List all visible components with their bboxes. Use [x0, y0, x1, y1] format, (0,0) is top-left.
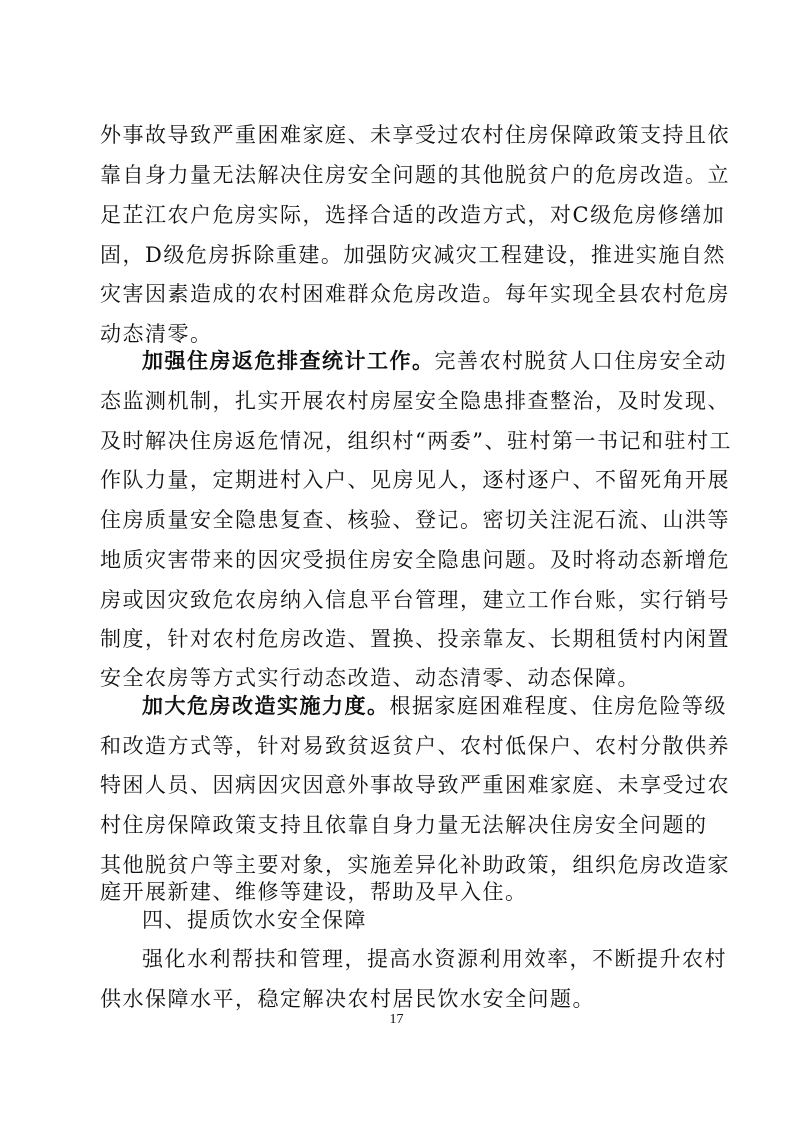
line-text: 强化水利帮扶和管理，提高水资源利用效率，不断提升农村 — [142, 947, 727, 971]
body-text-line — [100, 466, 730, 494]
body-text-line — [100, 506, 730, 534]
line-text: 作队力量，定期进村入户、见房见人，逐村逐户、不留死角开展 — [100, 468, 730, 492]
line-text: 靠自身力量无法解决住房安全问题的其他脱贫户的危房改造。立 — [100, 163, 730, 187]
paragraph-first-line — [142, 945, 727, 973]
body-text-line — [100, 320, 700, 348]
line-text: 地质灾害带来的因灾受损住房安全隐患问题。及时将动态新增危 — [100, 548, 730, 572]
body-text-line — [100, 201, 726, 229]
body-text-line — [100, 625, 730, 653]
line-text: 制度，针对农村危房改造、置换、投亲靠友、长期租赁村内闲置 — [100, 627, 730, 651]
line-text: 外事故导致严重困难家庭、未享受过农村住房保障政策支持且依 — [100, 123, 730, 147]
body-text-line — [100, 161, 730, 189]
line-text: 和改造方式等，针对易致贫返贫户、农村低保户、农村分散供养 — [100, 734, 730, 758]
line-text: 村住房保障政策支持且依靠自身力量无法解决住房安全问题的 — [100, 813, 708, 837]
line-text: 其他脱贫户等主要对象，实施差异化补助政策，组织危房改造家 — [100, 853, 730, 877]
body-text-line — [100, 280, 730, 308]
line-text: 足芷江农户危房实际，选择合适的改造方式，对C级危房修缮加 — [100, 203, 726, 227]
line-text: 态监测机制，扎实开展农村房屋安全隐患排查整治，及时发现、 — [100, 389, 730, 413]
paragraph-lead-bold: 加强住房返危排查统计工作。 — [142, 348, 435, 373]
paragraph-lead-bold: 加大危房改造实施力度。 — [142, 693, 390, 718]
section-heading-text: 四、提质饮水安全保障 — [142, 908, 367, 932]
body-text-line — [100, 851, 730, 879]
body-text-line — [100, 387, 730, 415]
page-number: 17 — [389, 1012, 404, 1027]
line-text: 供水保障水平，稳定解决农村居民饮水安全问题。 — [100, 987, 595, 1011]
body-text-line — [100, 241, 726, 269]
paragraph-first-line — [142, 347, 727, 375]
line-text: 住房质量安全隐患复查、核验、登记。密切关注泥石流、山洪等 — [100, 508, 730, 532]
body-text-line — [100, 427, 732, 455]
line-text: 根据家庭困难程度、住房危险等级 — [389, 694, 727, 718]
body-text-line — [100, 732, 730, 760]
body-text-line — [100, 771, 730, 799]
paragraph-first-line — [142, 692, 727, 720]
body-text-line — [100, 121, 730, 149]
line-text: 动态清零。 — [100, 322, 213, 346]
line-text: 完善农村脱贫人口住房安全动 — [434, 349, 727, 373]
section-heading — [142, 906, 700, 934]
line-text: 及时解决住房返危情况，组织村“两委”、驻村第一书记和驻村工 — [100, 429, 732, 453]
line-text: 特困人员、因病因灾因意外事故导致严重困难家庭、未享受过农 — [100, 773, 730, 797]
line-text: 安全农房等方式实行动态改造、动态清零、动态保障。 — [100, 666, 640, 690]
body-text-line — [100, 811, 708, 839]
line-text: 灾害因素造成的农村困难群众危房改造。每年实现全县农村危房 — [100, 282, 730, 306]
body-text-line — [100, 586, 730, 614]
line-text: 庭开展新建、维修等建设，帮助及早入住。 — [100, 880, 528, 904]
body-text-line — [100, 878, 700, 906]
body-text-line — [100, 985, 700, 1013]
body-text-line — [100, 664, 700, 692]
line-text: 房或因灾致危农房纳入信息平台管理，建立工作台账，实行销号 — [100, 588, 730, 612]
line-text: 固，D级危房拆除重建。加强防灾减灾工程建设，推进实施自然 — [100, 243, 726, 267]
body-text-line — [100, 546, 730, 574]
